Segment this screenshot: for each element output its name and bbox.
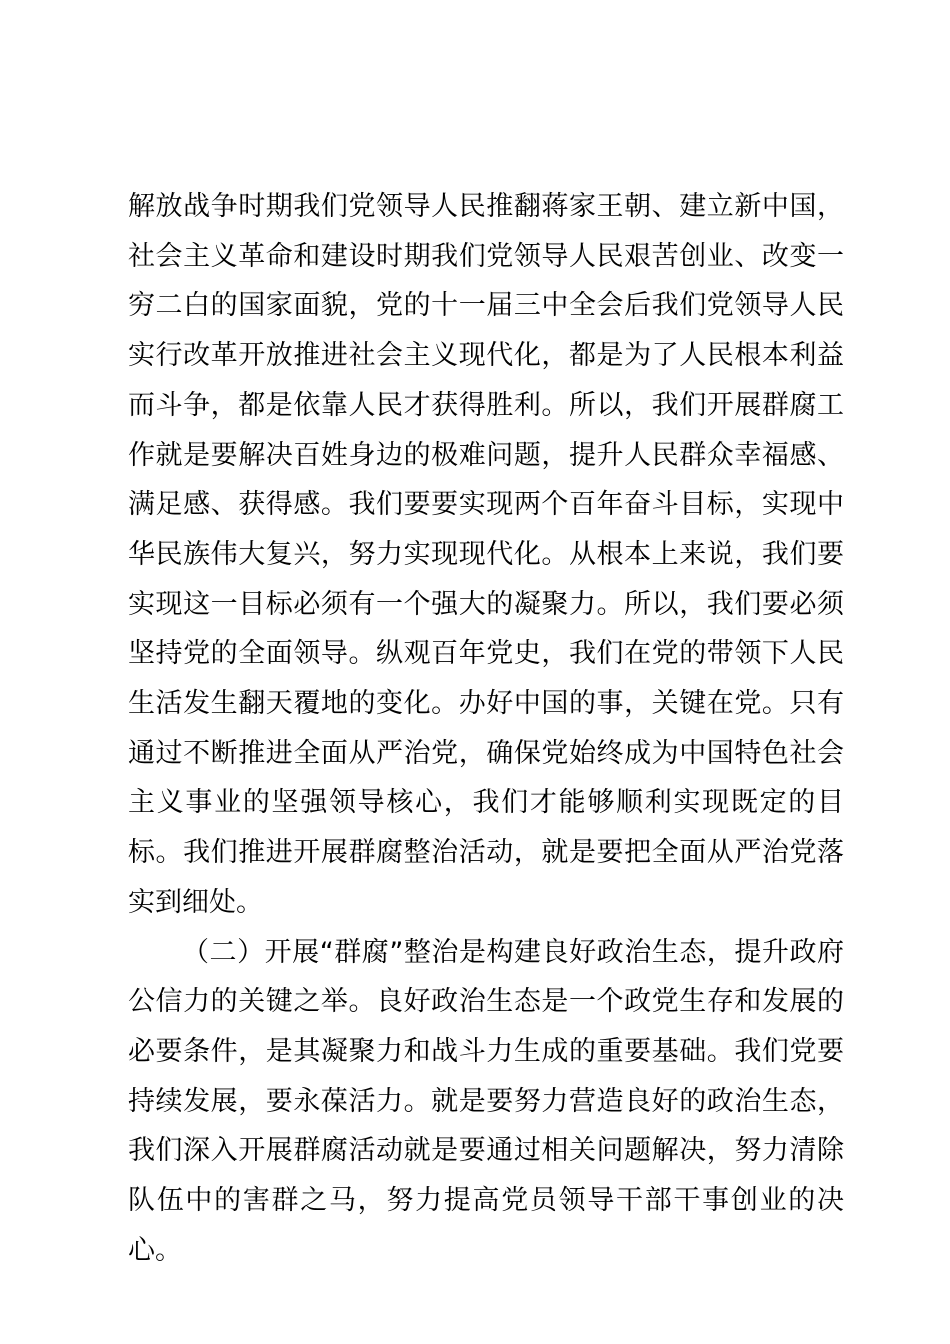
paragraph-section-two: （二）开展“群腐”整治是构建良好政治生态，提升政府公信力的关键之举。良好政治生态是一个政党生存和发展的必要条件，是其凝聚力和战斗力生成的重要基础。我们党要持续发展，要永葆活力。就是要努力营造良好的政治生态，我们深入开展群腐活动就是要通过相关问题解决，努力清除队伍中的害群之马，努力提高党员领导干部干事创业的决心。 [128,936,844,1266]
paragraph-continuation: 解放战争时期我们党领导人民推翻蒋家王朝、建立新中国，社会主义革命和建设时期我们党领导人民艰苦创业、改变一穷二白的国家面貌，党的十一届三中全会后我们党领导人民实行改革开放推进社会主义现代化，都是为了人民根本利益而斗争，都是依靠人民才获得胜利。所以，我们开展群腐工作就是要解决百姓身边的极难问题，提升人民群众幸福感、满足感、获得感。我们要要实现两个百年奋斗目标，实现中华民族伟大复兴，努力实现现代化。从根本上来说，我们要实现这一目标必须有一个强大的凝聚力。所以，我们要必须坚持党的全面领导。纵观百年党史，我们在党的带领下人民生活发生翻天覆地的变化。办好中国的事，关键在党。只有通过不断推进全面从严治党，确保党始终成为中国特色社会主义事业的坚强领导核心，我们才能够顺利实现既定的目标。我们推进开展群腐整治活动，就是要把全面从严治党落实到细处。 [128,191,844,918]
document-body [128,182,844,1275]
